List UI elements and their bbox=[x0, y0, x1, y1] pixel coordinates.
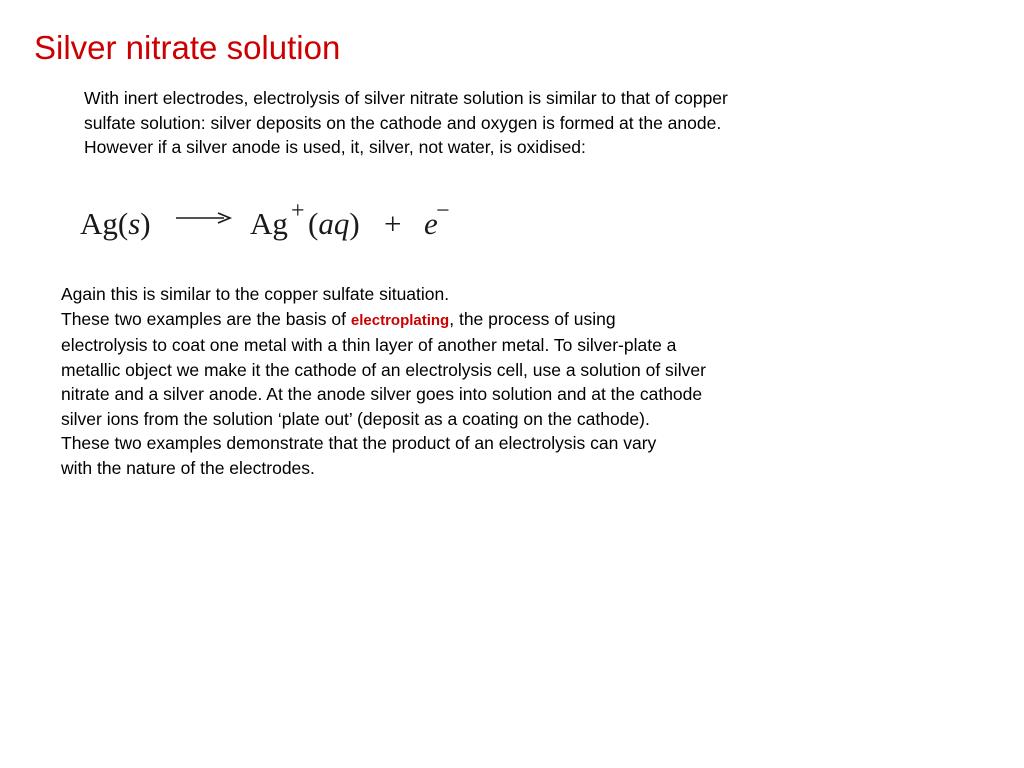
body-line-8: with the nature of the electrodes. bbox=[61, 457, 315, 478]
body-line-4: metallic object we make it the cathode of an electrolysis cell, use a solution of silver bbox=[61, 359, 706, 380]
intro-line-2: sulfate solution: silver deposits on the cathode and oxygen is formed at the anode. bbox=[84, 112, 722, 133]
oxidation-equation bbox=[78, 196, 478, 246]
equation-plus: + bbox=[384, 206, 402, 241]
body-line-5: nitrate and a silver anode. At the anode silver goes into solution and at the cathode bbox=[61, 384, 703, 404]
equation-product: Ag bbox=[250, 206, 288, 241]
intro-paragraph bbox=[84, 86, 864, 160]
reaction-arrow-icon bbox=[176, 213, 230, 223]
intro-line-3: However if a silver anode is used, it, silver, not water, is oxidised: bbox=[84, 137, 586, 157]
equation-product-charge: + bbox=[291, 198, 305, 224]
slide-title: Silver nitrate solution bbox=[34, 29, 341, 66]
body-line-2-start: These two examples are the basis of bbox=[61, 308, 351, 329]
equation-electron: e bbox=[424, 206, 438, 241]
body-line-7: These two examples demonstrate that the product of an electrolysis can vary bbox=[61, 433, 657, 453]
equation-electron-charge: − bbox=[436, 198, 450, 224]
equation-product-state: (aq) bbox=[308, 206, 360, 241]
electroplating-term: electroplating bbox=[350, 311, 450, 329]
body-line-3: electrolysis to coat one metal with a thin layer of another metal. To silver-plate a bbox=[61, 335, 677, 355]
body-line-2-end: , the process of using bbox=[449, 308, 616, 329]
equation-graphic bbox=[78, 196, 478, 246]
body-line-2 bbox=[61, 307, 861, 334]
intro-line-1: With inert electrodes, electrolysis of silver nitrate solution is similar to that of copper bbox=[84, 88, 728, 108]
body-line-6: silver ions from the solution ‘plate out’ (deposit as a coating on the cathode). bbox=[61, 408, 650, 429]
body-paragraph bbox=[61, 282, 861, 480]
body-line-1: Again this is similar to the copper sulfate situation. bbox=[61, 284, 450, 304]
equation-reactant: Ag(s) bbox=[80, 206, 151, 241]
